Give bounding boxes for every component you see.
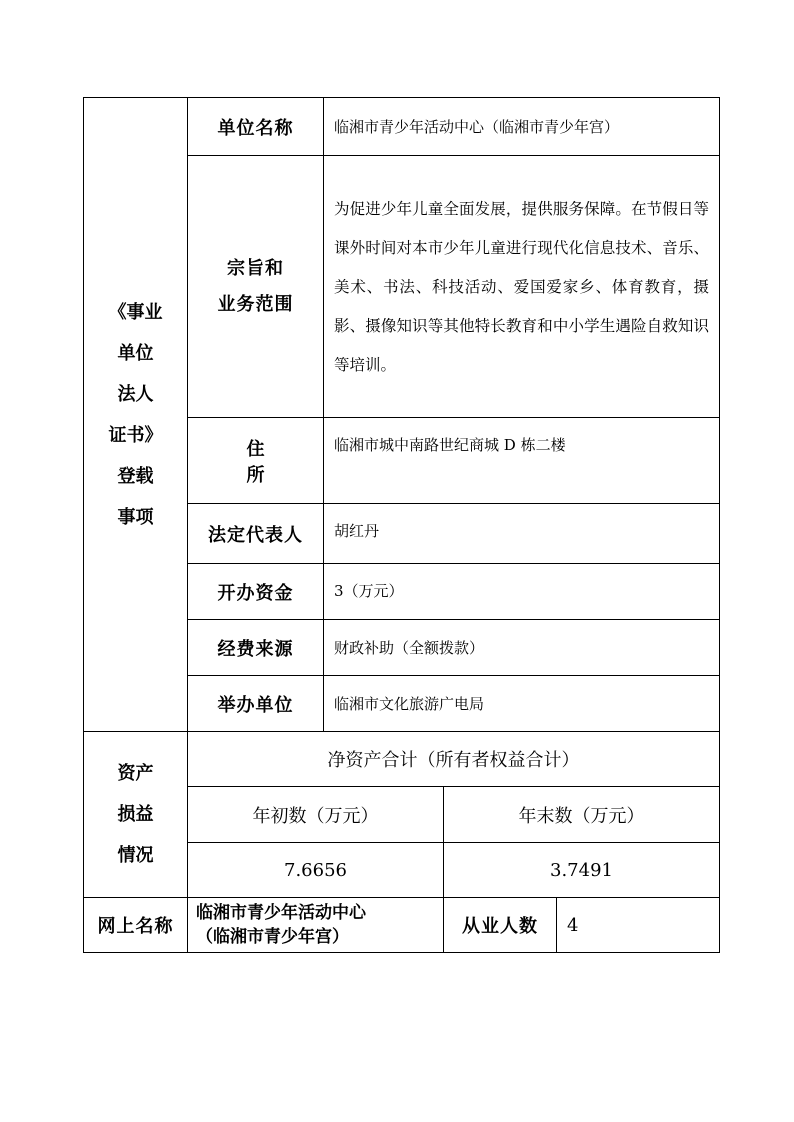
sponsor-value: 临湘市文化旅游广电局 [324,676,720,732]
purpose-label: 宗旨和 业务范围 [188,156,324,418]
staff-count-label: 从业人数 [444,898,557,953]
staff-count-value: 4 [557,898,720,953]
capital-value: 3（万元） [324,564,720,620]
certificate-table [83,97,720,953]
funding-value: 财政补助（全额拨款） [324,620,720,676]
capital-label: 开办资金 [188,564,324,620]
unit-name-label: 单位名称 [188,98,324,156]
purpose-value: 为促进少年儿童全面发展，提供服务保障。在节假日等课外时间对本市少年儿童进行现代化信息技术、音乐、美术、书法、科技活动、爱国爱家乡、体育教育，摄影、摄像知识等其他特长教育和中小学生遇险自救知识等培训。 [324,156,720,418]
funding-label: 经费来源 [188,620,324,676]
assets-section-label: 资产 损益 情况 [84,732,188,898]
legal-rep-value: 胡红丹 [324,504,720,564]
address-label: 住所 [188,418,324,504]
online-name-value: 临湘市青少年活动中心 （临湘市青少年宫） [188,898,444,953]
online-name-label: 网上名称 [84,898,188,953]
net-assets-label: 净资产合计（所有者权益合计） [188,732,720,787]
begin-year-value: 7.6656 [188,843,444,898]
legal-rep-label: 法定代表人 [188,504,324,564]
address-value: 临湘市城中南路世纪商城 D 栋二楼 [324,418,720,504]
end-year-label: 年末数（万元） [444,787,720,843]
sponsor-label: 举办单位 [188,676,324,732]
unit-name-value: 临湘市青少年活动中心（临湘市青少年宫） [324,98,720,156]
registration-section-label: 《事业 单位 法人 证书》 登载 事项 [84,98,188,732]
begin-year-label: 年初数（万元） [188,787,444,843]
end-year-value: 3.7491 [444,843,720,898]
